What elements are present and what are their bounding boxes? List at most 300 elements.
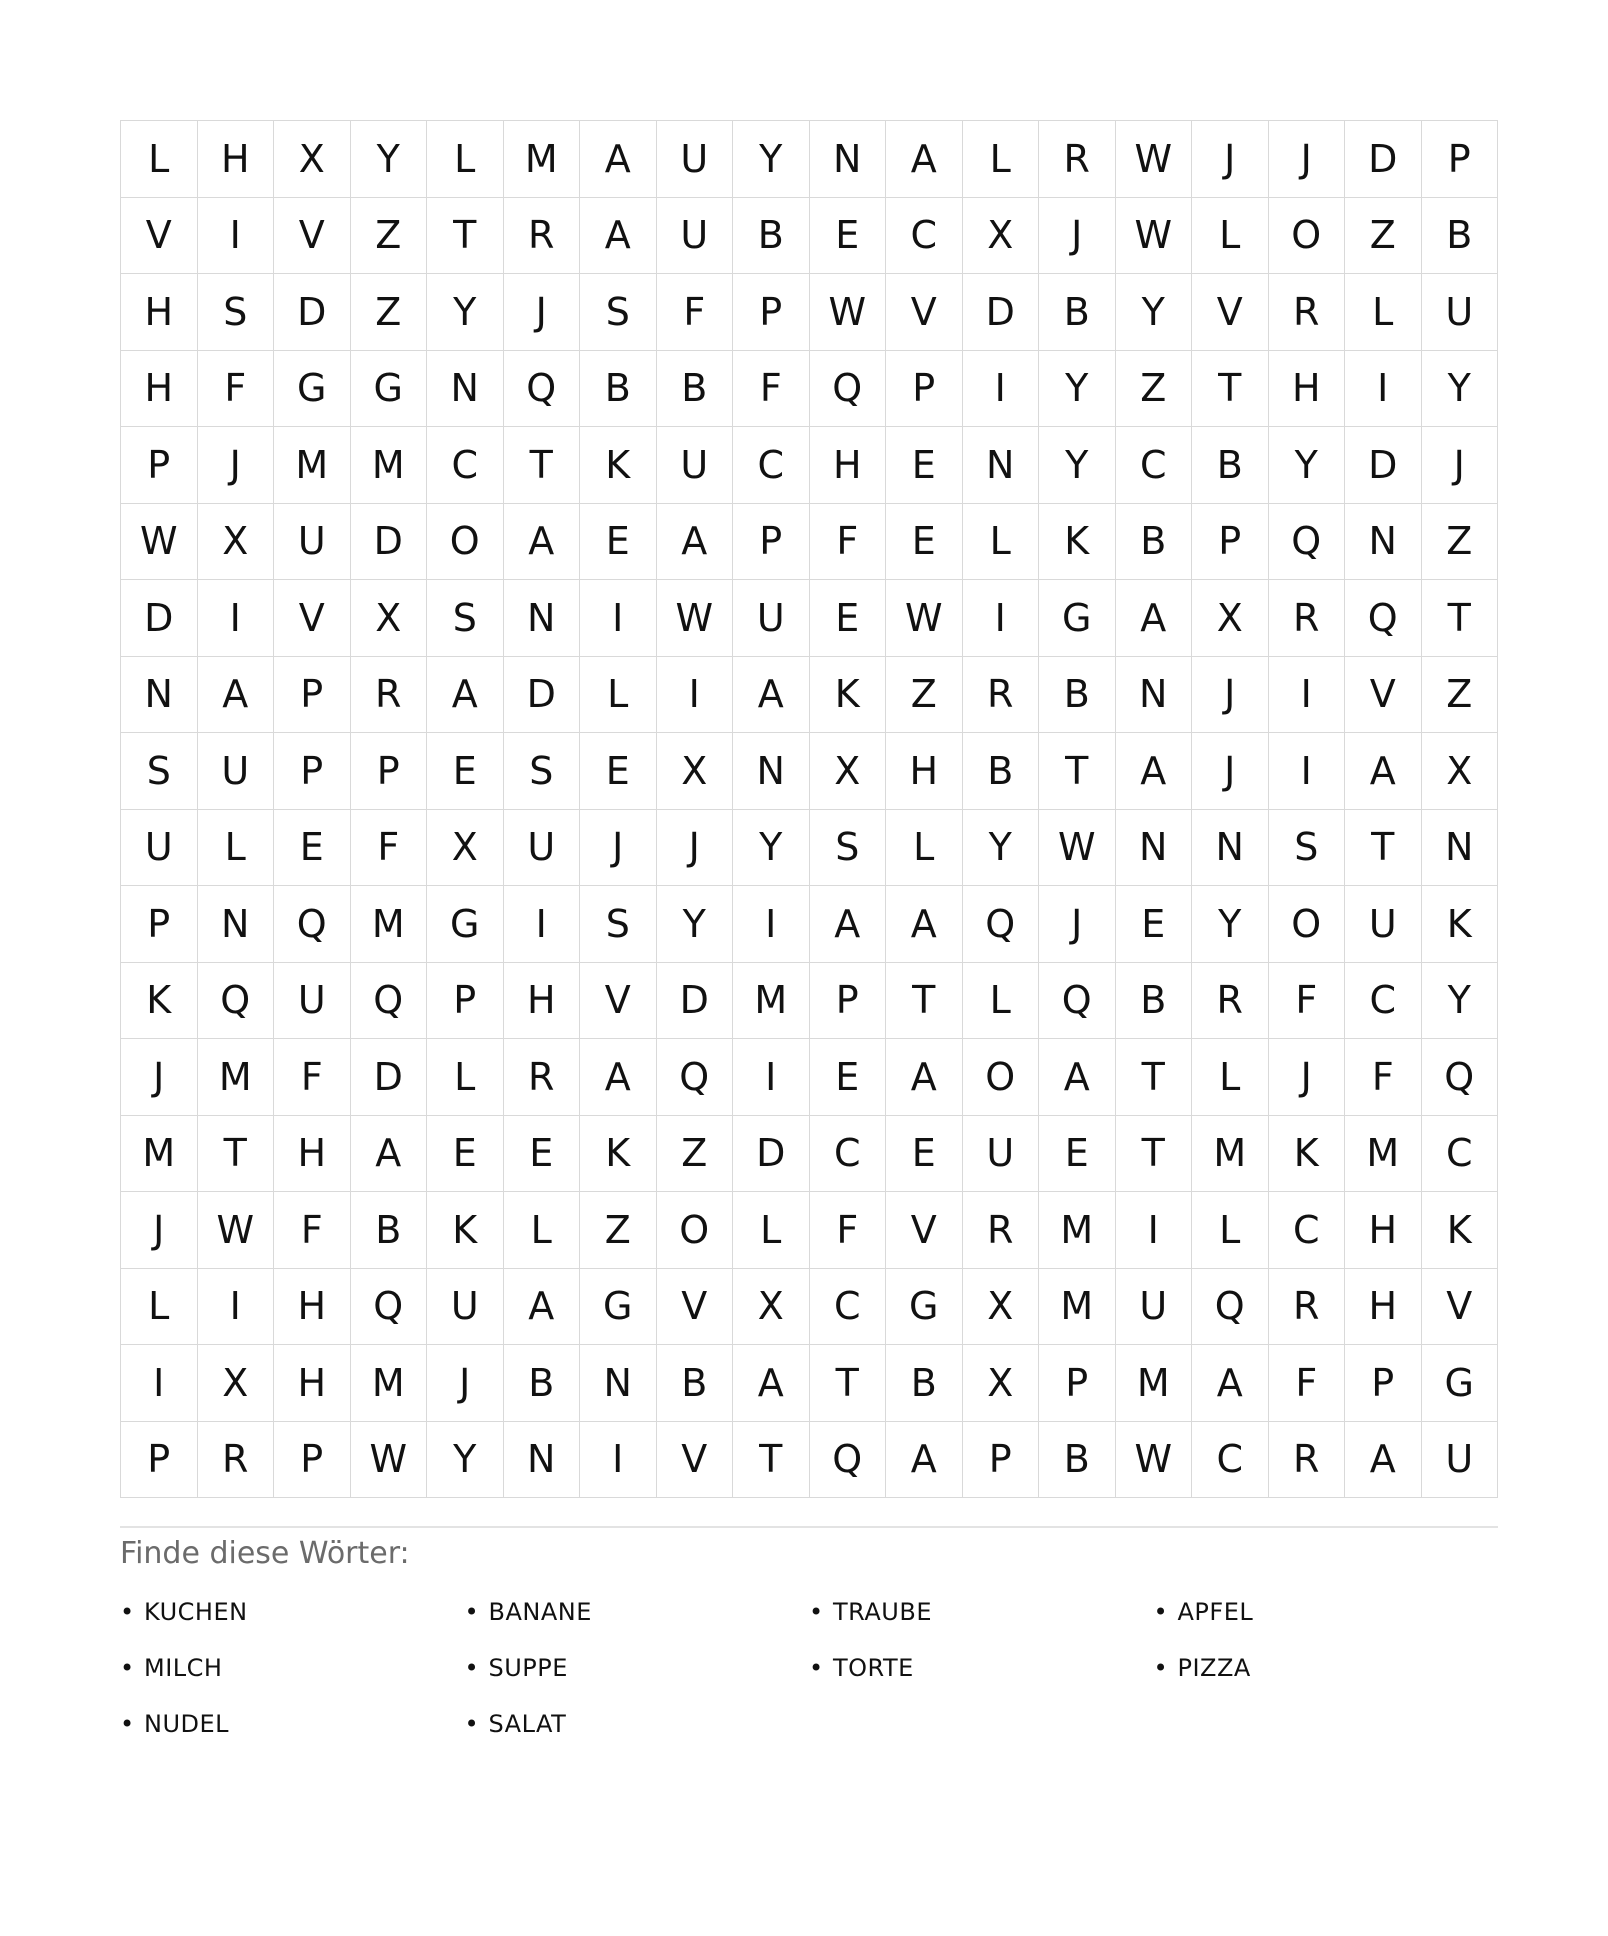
grid-cell[interactable]: Q [1422, 1039, 1499, 1116]
grid-cell[interactable]: H [886, 733, 963, 810]
grid-cell[interactable]: T [1345, 810, 1422, 887]
grid-cell[interactable]: L [733, 1192, 810, 1269]
grid-cell[interactable]: J [1269, 1039, 1346, 1116]
grid-cell[interactable]: Q [1039, 963, 1116, 1040]
grid-cell[interactable]: Z [351, 198, 428, 275]
grid-cell[interactable]: C [1422, 1116, 1499, 1193]
grid-cell[interactable]: L [580, 657, 657, 734]
grid-cell[interactable]: P [810, 963, 887, 1040]
grid-cell[interactable]: R [1269, 1422, 1346, 1499]
grid-cell[interactable]: B [504, 1345, 581, 1422]
grid-cell[interactable]: U [1116, 1269, 1193, 1346]
grid-cell[interactable]: J [121, 1039, 198, 1116]
grid-cell[interactable]: H [504, 963, 581, 1040]
grid-cell[interactable]: Q [1345, 580, 1422, 657]
grid-cell[interactable]: V [886, 1192, 963, 1269]
grid-cell[interactable]: H [274, 1269, 351, 1346]
grid-cell[interactable]: Y [1116, 274, 1193, 351]
grid-cell[interactable]: R [1269, 274, 1346, 351]
grid-cell[interactable]: C [427, 427, 504, 504]
grid-cell[interactable]: K [1039, 504, 1116, 581]
grid-cell[interactable]: B [657, 351, 734, 428]
grid-cell[interactable]: C [810, 1269, 887, 1346]
grid-cell[interactable]: E [427, 733, 504, 810]
grid-cell[interactable]: O [657, 1192, 734, 1269]
grid-cell[interactable]: G [351, 351, 428, 428]
grid-cell[interactable]: T [733, 1422, 810, 1499]
grid-cell[interactable]: Z [1345, 198, 1422, 275]
grid-cell[interactable]: N [963, 427, 1040, 504]
grid-cell[interactable]: Q [1269, 504, 1346, 581]
grid-cell[interactable]: V [1192, 274, 1269, 351]
grid-cell[interactable]: C [886, 198, 963, 275]
grid-cell[interactable]: E [886, 427, 963, 504]
grid-cell[interactable]: N [1192, 810, 1269, 887]
grid-cell[interactable]: K [580, 427, 657, 504]
grid-cell[interactable]: M [121, 1116, 198, 1193]
grid-cell[interactable]: U [1422, 274, 1499, 351]
grid-cell[interactable]: F [657, 274, 734, 351]
grid-cell[interactable]: B [1039, 1422, 1116, 1499]
grid-cell[interactable]: F [274, 1039, 351, 1116]
grid-cell[interactable]: V [886, 274, 963, 351]
grid-cell[interactable]: S [198, 274, 275, 351]
grid-cell[interactable]: D [504, 657, 581, 734]
grid-cell[interactable]: X [1192, 580, 1269, 657]
grid-cell[interactable]: H [121, 351, 198, 428]
grid-cell[interactable]: T [427, 198, 504, 275]
grid-cell[interactable]: E [886, 504, 963, 581]
grid-cell[interactable]: V [274, 580, 351, 657]
grid-cell[interactable]: Q [810, 351, 887, 428]
grid-cell[interactable]: N [1422, 810, 1499, 887]
grid-cell[interactable]: H [1269, 351, 1346, 428]
grid-cell[interactable]: R [1192, 963, 1269, 1040]
grid-cell[interactable]: X [427, 810, 504, 887]
grid-cell[interactable]: Z [351, 274, 428, 351]
grid-cell[interactable]: U [1345, 886, 1422, 963]
grid-cell[interactable]: I [733, 886, 810, 963]
grid-cell[interactable]: L [1192, 1192, 1269, 1269]
grid-cell[interactable]: B [1039, 274, 1116, 351]
grid-cell[interactable]: A [1116, 580, 1193, 657]
grid-cell[interactable]: X [963, 1345, 1040, 1422]
grid-cell[interactable]: J [504, 274, 581, 351]
grid-cell[interactable]: X [198, 504, 275, 581]
grid-cell[interactable]: T [810, 1345, 887, 1422]
grid-cell[interactable]: N [198, 886, 275, 963]
grid-cell[interactable]: C [810, 1116, 887, 1193]
grid-cell[interactable]: M [198, 1039, 275, 1116]
grid-cell[interactable]: Z [657, 1116, 734, 1193]
grid-cell[interactable]: L [427, 1039, 504, 1116]
grid-cell[interactable]: F [351, 810, 428, 887]
grid-cell[interactable]: E [504, 1116, 581, 1193]
grid-cell[interactable]: T [1422, 580, 1499, 657]
grid-cell[interactable]: J [1192, 657, 1269, 734]
grid-cell[interactable]: N [1345, 504, 1422, 581]
grid-cell[interactable]: L [427, 121, 504, 198]
grid-cell[interactable]: U [274, 963, 351, 1040]
grid-cell[interactable]: W [1039, 810, 1116, 887]
grid-cell[interactable]: L [121, 121, 198, 198]
grid-cell[interactable]: P [733, 504, 810, 581]
grid-cell[interactable]: R [1039, 121, 1116, 198]
grid-cell[interactable]: H [274, 1345, 351, 1422]
grid-cell[interactable]: W [1116, 198, 1193, 275]
grid-cell[interactable]: O [1269, 886, 1346, 963]
grid-cell[interactable]: U [198, 733, 275, 810]
grid-cell[interactable]: Z [580, 1192, 657, 1269]
grid-cell[interactable]: X [351, 580, 428, 657]
grid-cell[interactable]: A [657, 504, 734, 581]
grid-cell[interactable]: X [657, 733, 734, 810]
grid-cell[interactable]: A [580, 121, 657, 198]
grid-cell[interactable]: B [1039, 657, 1116, 734]
grid-cell[interactable]: B [963, 733, 1040, 810]
grid-cell[interactable]: E [810, 1039, 887, 1116]
grid-cell[interactable]: P [886, 351, 963, 428]
grid-cell[interactable]: P [121, 886, 198, 963]
grid-cell[interactable]: O [427, 504, 504, 581]
grid-cell[interactable]: U [427, 1269, 504, 1346]
grid-cell[interactable]: X [963, 1269, 1040, 1346]
grid-cell[interactable]: B [1422, 198, 1499, 275]
grid-cell[interactable]: X [274, 121, 351, 198]
grid-cell[interactable]: M [274, 427, 351, 504]
grid-cell[interactable]: Y [1422, 351, 1499, 428]
grid-cell[interactable]: A [886, 1422, 963, 1499]
grid-cell[interactable]: Q [963, 886, 1040, 963]
grid-cell[interactable]: M [1039, 1269, 1116, 1346]
grid-cell[interactable]: K [1422, 1192, 1499, 1269]
grid-cell[interactable]: Y [733, 121, 810, 198]
grid-cell[interactable]: E [1039, 1116, 1116, 1193]
grid-cell[interactable]: G [886, 1269, 963, 1346]
grid-cell[interactable]: W [351, 1422, 428, 1499]
grid-cell[interactable]: T [1039, 733, 1116, 810]
grid-cell[interactable]: S [580, 274, 657, 351]
grid-cell[interactable]: N [580, 1345, 657, 1422]
grid-cell[interactable]: J [427, 1345, 504, 1422]
grid-cell[interactable]: L [121, 1269, 198, 1346]
grid-cell[interactable]: V [580, 963, 657, 1040]
grid-cell[interactable]: T [504, 427, 581, 504]
grid-cell[interactable]: J [1192, 733, 1269, 810]
grid-cell[interactable]: V [274, 198, 351, 275]
grid-cell[interactable]: U [657, 121, 734, 198]
grid-cell[interactable]: Q [810, 1422, 887, 1499]
grid-cell[interactable]: E [580, 504, 657, 581]
grid-cell[interactable]: K [580, 1116, 657, 1193]
grid-cell[interactable]: E [427, 1116, 504, 1193]
grid-cell[interactable]: D [351, 1039, 428, 1116]
grid-cell[interactable]: L [963, 504, 1040, 581]
grid-cell[interactable]: D [121, 580, 198, 657]
grid-cell[interactable]: A [1192, 1345, 1269, 1422]
grid-cell[interactable]: S [810, 810, 887, 887]
grid-cell[interactable]: T [886, 963, 963, 1040]
grid-cell[interactable]: I [121, 1345, 198, 1422]
grid-cell[interactable]: L [504, 1192, 581, 1269]
grid-cell[interactable]: M [504, 121, 581, 198]
grid-cell[interactable]: G [274, 351, 351, 428]
grid-cell[interactable]: B [886, 1345, 963, 1422]
grid-cell[interactable]: G [1039, 580, 1116, 657]
grid-cell[interactable]: Y [427, 274, 504, 351]
grid-cell[interactable]: M [351, 427, 428, 504]
grid-cell[interactable]: P [1422, 121, 1499, 198]
grid-cell[interactable]: F [810, 1192, 887, 1269]
grid-cell[interactable]: A [810, 886, 887, 963]
grid-cell[interactable]: M [351, 1345, 428, 1422]
grid-cell[interactable]: E [810, 198, 887, 275]
grid-cell[interactable]: B [580, 351, 657, 428]
grid-cell[interactable]: B [733, 198, 810, 275]
grid-cell[interactable]: I [198, 580, 275, 657]
grid-cell[interactable]: F [1345, 1039, 1422, 1116]
grid-cell[interactable]: P [121, 1422, 198, 1499]
grid-cell[interactable]: I [963, 580, 1040, 657]
grid-cell[interactable]: J [198, 427, 275, 504]
grid-cell[interactable]: L [963, 121, 1040, 198]
grid-cell[interactable]: D [733, 1116, 810, 1193]
grid-cell[interactable]: H [810, 427, 887, 504]
grid-cell[interactable]: R [351, 657, 428, 734]
grid-cell[interactable]: L [1192, 198, 1269, 275]
grid-cell[interactable]: K [810, 657, 887, 734]
grid-cell[interactable]: W [657, 580, 734, 657]
grid-cell[interactable]: J [1039, 198, 1116, 275]
grid-cell[interactable]: Y [427, 1422, 504, 1499]
grid-cell[interactable]: I [580, 580, 657, 657]
grid-cell[interactable]: A [1039, 1039, 1116, 1116]
grid-cell[interactable]: I [1116, 1192, 1193, 1269]
grid-cell[interactable]: N [733, 733, 810, 810]
grid-cell[interactable]: H [198, 121, 275, 198]
grid-cell[interactable]: Y [1039, 351, 1116, 428]
grid-cell[interactable]: X [810, 733, 887, 810]
grid-cell[interactable]: L [1345, 274, 1422, 351]
grid-cell[interactable]: S [1269, 810, 1346, 887]
grid-cell[interactable]: N [1116, 657, 1193, 734]
grid-cell[interactable]: J [580, 810, 657, 887]
grid-cell[interactable]: V [1422, 1269, 1499, 1346]
grid-cell[interactable]: E [580, 733, 657, 810]
grid-cell[interactable]: X [733, 1269, 810, 1346]
grid-cell[interactable]: U [504, 810, 581, 887]
grid-cell[interactable]: E [886, 1116, 963, 1193]
grid-cell[interactable]: O [963, 1039, 1040, 1116]
grid-cell[interactable]: P [121, 427, 198, 504]
grid-cell[interactable]: Q [351, 963, 428, 1040]
grid-cell[interactable]: R [504, 198, 581, 275]
grid-cell[interactable]: P [1039, 1345, 1116, 1422]
grid-cell[interactable]: A [886, 121, 963, 198]
grid-cell[interactable]: S [427, 580, 504, 657]
grid-cell[interactable]: I [1345, 351, 1422, 428]
grid-cell[interactable]: E [810, 580, 887, 657]
grid-cell[interactable]: B [1116, 504, 1193, 581]
grid-cell[interactable]: F [733, 351, 810, 428]
grid-cell[interactable]: A [1116, 733, 1193, 810]
grid-cell[interactable]: C [1192, 1422, 1269, 1499]
grid-cell[interactable]: I [657, 657, 734, 734]
grid-cell[interactable]: A [886, 886, 963, 963]
grid-cell[interactable]: L [963, 963, 1040, 1040]
grid-cell[interactable]: Z [886, 657, 963, 734]
grid-cell[interactable]: B [351, 1192, 428, 1269]
grid-cell[interactable]: I [580, 1422, 657, 1499]
grid-cell[interactable]: O [1269, 198, 1346, 275]
grid-cell[interactable]: A [886, 1039, 963, 1116]
grid-cell[interactable]: I [1269, 733, 1346, 810]
grid-cell[interactable]: R [198, 1422, 275, 1499]
grid-cell[interactable]: M [351, 886, 428, 963]
grid-cell[interactable]: R [963, 1192, 1040, 1269]
grid-cell[interactable]: E [274, 810, 351, 887]
grid-cell[interactable]: W [1116, 1422, 1193, 1499]
grid-cell[interactable]: M [733, 963, 810, 1040]
grid-cell[interactable]: Y [351, 121, 428, 198]
grid-cell[interactable]: B [1192, 427, 1269, 504]
grid-cell[interactable]: M [1039, 1192, 1116, 1269]
grid-cell[interactable]: I [504, 886, 581, 963]
grid-cell[interactable]: D [351, 504, 428, 581]
grid-cell[interactable]: F [1269, 963, 1346, 1040]
grid-cell[interactable]: N [504, 580, 581, 657]
grid-cell[interactable]: A [198, 657, 275, 734]
grid-cell[interactable]: C [733, 427, 810, 504]
grid-cell[interactable]: S [580, 886, 657, 963]
grid-cell[interactable]: T [1116, 1039, 1193, 1116]
grid-cell[interactable]: M [1192, 1116, 1269, 1193]
grid-cell[interactable]: I [1269, 657, 1346, 734]
grid-cell[interactable]: D [1345, 427, 1422, 504]
grid-cell[interactable]: V [657, 1269, 734, 1346]
grid-cell[interactable]: N [121, 657, 198, 734]
grid-cell[interactable]: P [274, 657, 351, 734]
grid-cell[interactable]: G [427, 886, 504, 963]
grid-cell[interactable]: H [274, 1116, 351, 1193]
grid-cell[interactable]: A [1345, 733, 1422, 810]
grid-cell[interactable]: B [657, 1345, 734, 1422]
grid-cell[interactable]: D [657, 963, 734, 1040]
grid-cell[interactable]: I [963, 351, 1040, 428]
grid-cell[interactable]: Z [1422, 504, 1499, 581]
grid-cell[interactable]: C [1269, 1192, 1346, 1269]
grid-cell[interactable]: L [886, 810, 963, 887]
grid-cell[interactable]: C [1345, 963, 1422, 1040]
grid-cell[interactable]: A [580, 198, 657, 275]
grid-cell[interactable]: M [1345, 1116, 1422, 1193]
grid-cell[interactable]: Y [733, 810, 810, 887]
grid-cell[interactable]: K [427, 1192, 504, 1269]
grid-cell[interactable]: R [1269, 580, 1346, 657]
grid-cell[interactable]: L [198, 810, 275, 887]
grid-cell[interactable]: P [351, 733, 428, 810]
grid-cell[interactable]: N [810, 121, 887, 198]
grid-cell[interactable]: N [1116, 810, 1193, 887]
grid-cell[interactable]: A [580, 1039, 657, 1116]
grid-cell[interactable]: C [1116, 427, 1193, 504]
grid-cell[interactable]: P [733, 274, 810, 351]
grid-cell[interactable]: Q [657, 1039, 734, 1116]
grid-cell[interactable]: Y [1422, 963, 1499, 1040]
grid-cell[interactable]: A [1345, 1422, 1422, 1499]
grid-cell[interactable]: Y [1192, 886, 1269, 963]
grid-cell[interactable]: M [1116, 1345, 1193, 1422]
grid-cell[interactable]: V [1345, 657, 1422, 734]
grid-cell[interactable]: T [198, 1116, 275, 1193]
grid-cell[interactable]: V [121, 198, 198, 275]
grid-cell[interactable]: Q [198, 963, 275, 1040]
grid-cell[interactable]: U [733, 580, 810, 657]
grid-cell[interactable]: T [1116, 1116, 1193, 1193]
grid-cell[interactable]: F [274, 1192, 351, 1269]
grid-cell[interactable]: P [963, 1422, 1040, 1499]
grid-cell[interactable]: A [504, 504, 581, 581]
grid-cell[interactable]: D [1345, 121, 1422, 198]
grid-cell[interactable]: G [1422, 1345, 1499, 1422]
grid-cell[interactable]: K [121, 963, 198, 1040]
grid-cell[interactable]: J [1422, 427, 1499, 504]
grid-cell[interactable]: H [1345, 1269, 1422, 1346]
grid-cell[interactable]: A [427, 657, 504, 734]
grid-cell[interactable]: P [427, 963, 504, 1040]
grid-cell[interactable]: N [427, 351, 504, 428]
grid-cell[interactable]: S [504, 733, 581, 810]
grid-cell[interactable]: A [733, 657, 810, 734]
grid-cell[interactable]: E [1116, 886, 1193, 963]
grid-cell[interactable]: P [274, 1422, 351, 1499]
grid-cell[interactable]: P [1345, 1345, 1422, 1422]
grid-cell[interactable]: Y [1039, 427, 1116, 504]
grid-cell[interactable]: U [963, 1116, 1040, 1193]
grid-cell[interactable]: X [1422, 733, 1499, 810]
grid-cell[interactable]: X [198, 1345, 275, 1422]
grid-cell[interactable]: J [121, 1192, 198, 1269]
grid-cell[interactable]: J [1192, 121, 1269, 198]
grid-cell[interactable]: S [121, 733, 198, 810]
grid-cell[interactable]: B [1116, 963, 1193, 1040]
grid-cell[interactable]: U [657, 198, 734, 275]
grid-cell[interactable]: R [504, 1039, 581, 1116]
grid-cell[interactable]: F [810, 504, 887, 581]
grid-cell[interactable]: T [1192, 351, 1269, 428]
grid-cell[interactable]: Q [274, 886, 351, 963]
grid-cell[interactable]: Q [351, 1269, 428, 1346]
grid-cell[interactable]: J [1039, 886, 1116, 963]
grid-cell[interactable]: J [1269, 121, 1346, 198]
grid-cell[interactable]: F [1269, 1345, 1346, 1422]
grid-cell[interactable]: N [504, 1422, 581, 1499]
grid-cell[interactable]: H [121, 274, 198, 351]
grid-cell[interactable]: I [198, 1269, 275, 1346]
grid-cell[interactable]: X [963, 198, 1040, 275]
grid-cell[interactable]: U [657, 427, 734, 504]
grid-cell[interactable]: A [733, 1345, 810, 1422]
grid-cell[interactable]: Q [1192, 1269, 1269, 1346]
grid-cell[interactable]: I [198, 198, 275, 275]
grid-cell[interactable]: Z [1116, 351, 1193, 428]
grid-cell[interactable]: F [198, 351, 275, 428]
grid-cell[interactable]: Y [1269, 427, 1346, 504]
grid-cell[interactable]: P [1192, 504, 1269, 581]
grid-cell[interactable]: R [963, 657, 1040, 734]
grid-cell[interactable]: A [351, 1116, 428, 1193]
grid-cell[interactable]: Y [657, 886, 734, 963]
